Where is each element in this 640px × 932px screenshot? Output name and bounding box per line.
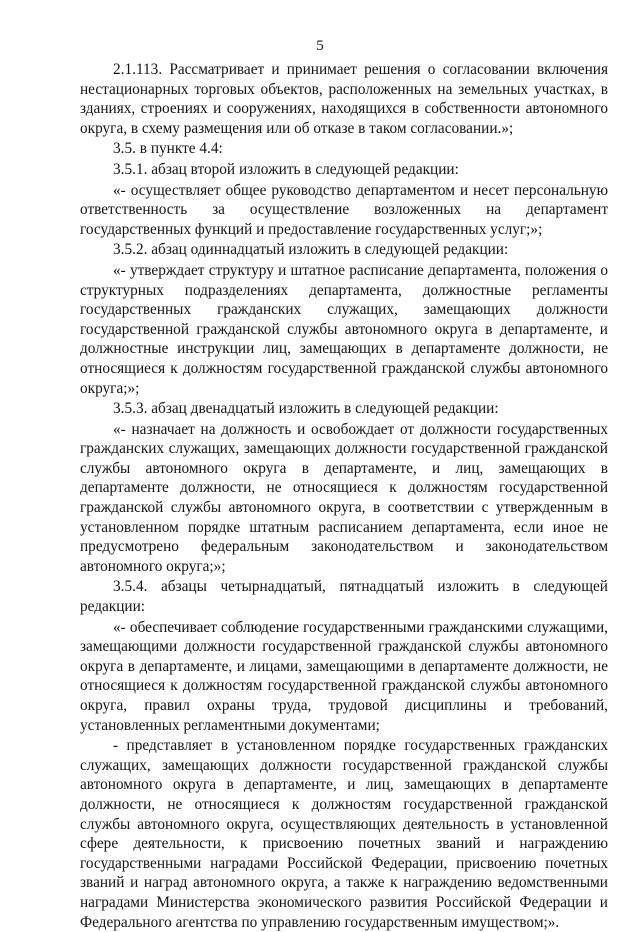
paragraph-3-5-2: 3.5.2. абзац одиннадцатый изложить в следующей редакции:: [113, 241, 509, 259]
paragraph-3-5-3: 3.5.3. абзац двенадцатый изложить в следующей редакции:: [113, 400, 499, 418]
paragraph-quote-general-management: «- осуществляет общее руководство департаментом и несет персональную ответственность за осуществление возложенных на департамент государственных функций и предоставление государственных услуг;»;: [80, 181, 608, 238]
paragraph-quote-appointment: «- назначает на должность и освобождает от должности государственных гражданских служащих, замещающих должности государственной гражданской службы автономного округа в департаменте, и лиц, замещающих в департаменте должности, не относящиеся к должностям государственной гражданской службы автономного округа, в соответствии с утвержденным в установленном порядке штатным расписанием департамента, если иное не предусмотрено федеральным законодательством и законодательством автономного округа;»;: [80, 420, 608, 575]
paragraph-quote-awards: - представляет в установленном порядке государственных гражданских служащих, замещающих должности государственной гражданской службы автономного округа в департаменте, и лиц, замещающих в департаменте должности, не относящиеся к должностям государственной гражданской службы автономного округа, осуществляющих деятельность в установленной сфере деятельности, к присвоению почетных званий и награждению государственными наградами Российской Федерации, присвоению почетных званий и наград автономного округа, а также к награждению ведомственными наградами Министерства экономического развития Российской Федерации и Федерального агентства по управлению государственным имуществом;».: [80, 737, 608, 931]
paragraph-quote-structure: «- утверждает структуру и штатное расписание департамента, положения о структурных подразделениях департамента, должностные регламенты государственных гражданских служащих, замещающих должности государственной гражданской службы автономного округа в департаменте, и должностные инструкции лиц, замещающих в департаменте должности, не относящиеся к должностям государственной гражданской службы автономного округа;»;: [80, 261, 608, 397]
paragraph-2-1-113: 2.1.113. Рассматривает и принимает решения о согласовании включения нестационарных торговых объектов, расположенных на земельных участках, в зданиях, строениях и сооружениях, находящихся в собственности автономного округа, в схему размещения или об отказе в таком согласовании.»;: [80, 61, 608, 137]
paragraph-3-5: 3.5. в пункте 4.4:: [113, 140, 223, 158]
paragraph-3-5-1: 3.5.1. абзац второй изложить в следующей редакции:: [113, 160, 459, 178]
page-number: 5: [316, 38, 324, 54]
paragraph-3-5-4: 3.5.4. абзацы четырнадцатый, пятнадцатый изложить в следующей редакции:: [80, 578, 608, 616]
paragraph-quote-compliance: «- обеспечивает соблюдение государственными гражданскими служащими, замещающими должности государственной гражданской службы автономного округа в департаменте, и лицами, замещающими в департаменте должности, не относящиеся к должностям государственной гражданской службы автономного округа, правил охраны труда, трудовой дисциплины и требований, установленных регламентными документами;: [80, 618, 608, 734]
document-body: [80, 60, 608, 932]
